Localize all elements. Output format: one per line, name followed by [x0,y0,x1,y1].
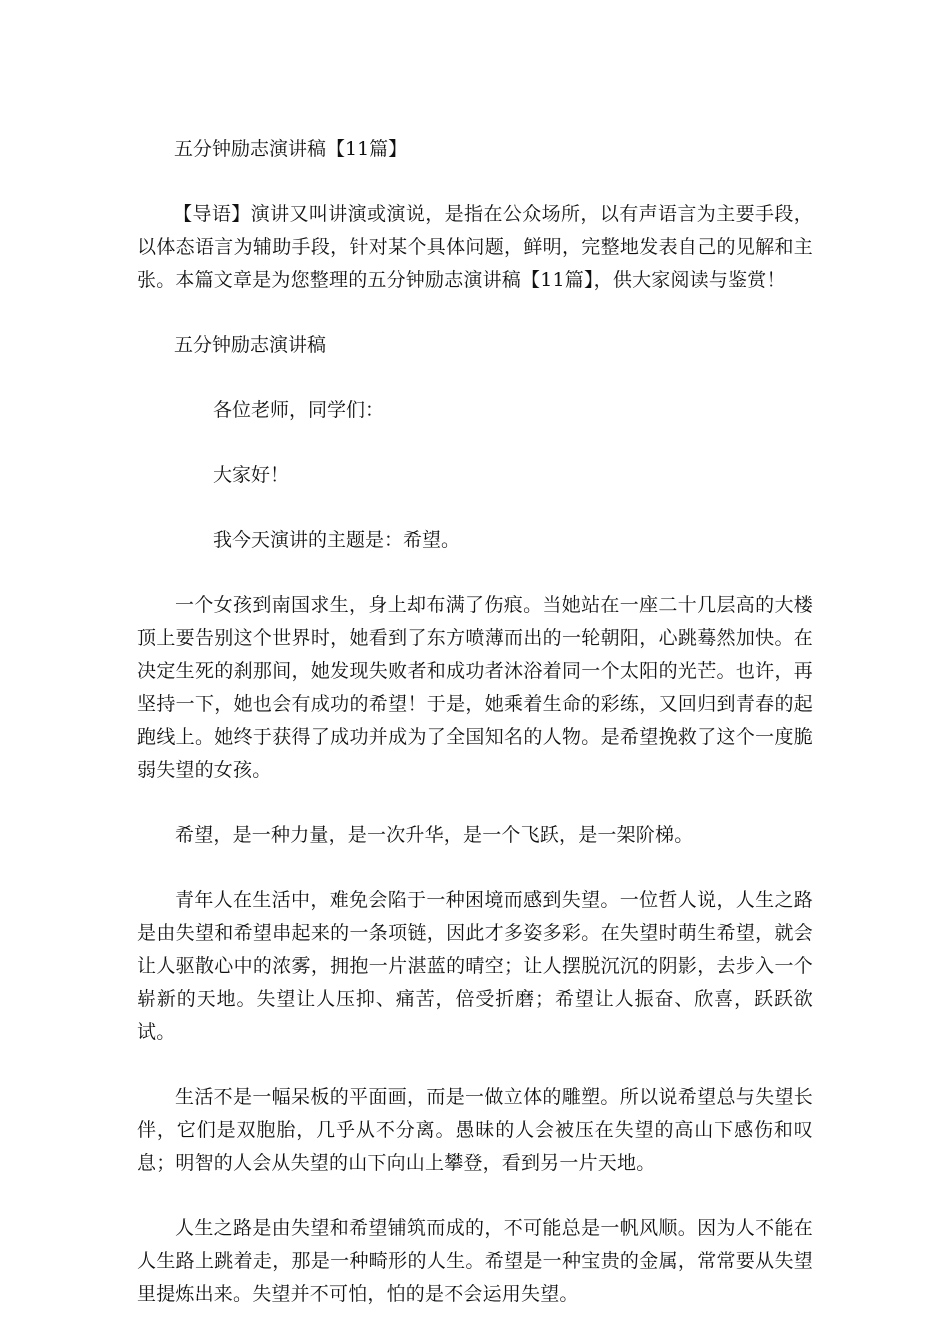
document-body [137,133,813,1343]
body-paragraph: 希望，是一种力量，是一次升华，是一个飞跃，是一架阶梯。 [175,824,694,846]
body-paragraph: 一个女孩到南国求生，身上却布满了伤痕。当她站在一座二十几层高的大楼顶上要告别这个世界时，她看到了东方喷薄而出的一轮朝阳，心跳蓦然加快。在决定生死的刹那间，她发现失败者和成功者沐浴着同一个太阳的光芒。也许，再坚持一下，她也会有成功的希望！于是，她乘着生命的彩练，又回归到青春的起跑线上。她终于获得了成功并成为了全国知名的人物。是希望挽救了这个一度脆弱失望的女孩。 [137,594,813,781]
theme-line: 我今天演讲的主题是：希望。 [213,529,461,551]
body-paragraph: 青年人在生活中，难免会陷于一种困境而感到失望。一位哲人说，人生之路是由失望和希望串起来的一条项链，因此才多姿多彩。在失望时萌生希望，就会让人驱散心中的浓雾，拥抱一片湛蓝的晴空；让人摆脱沉沉的阴影，去步入一个崭新的天地。失望让人压抑、痛苦，倍受折磨；希望让人振奋、欣喜，跃跃欲试。 [137,889,813,1043]
intro-paragraph: 【导语】演讲又叫讲演或演说，是指在公众场所，以有声语言为主要手段，以体态语言为辅助手段，针对某个具体问题，鲜明，完整地发表自己的见解和主张。本篇文章是为您整理的五分钟励志演讲稿【11篇】，供大家阅读与鉴赏！ [137,203,813,291]
section-title: 五分钟励志演讲稿 [174,334,327,356]
body-paragraph: 人生之路是由失望和希望铺筑而成的，不可能总是一帆风顺。因为人不能在人生路上跳着走，那是一种畸形的人生。希望是一种宝贵的金属，常常要从失望里提炼出来。失望并不可怕，怕的是不会运用失望。 [137,1217,813,1305]
greeting-line: 各位老师，同学们： [213,399,385,421]
hello-line: 大家好！ [213,464,290,486]
document-title: 五分钟励志演讲稿【11篇】 [174,138,408,160]
body-paragraph: 生活不是一幅呆板的平面画，而是一做立体的雕塑。所以说希望总与失望长伴，它们是双胞胎，几乎从不分离。愚昧的人会被压在失望的高山下感伤和叹息；明智的人会从失望的山下向山上攀登，看到另一片天地。 [137,1086,813,1174]
